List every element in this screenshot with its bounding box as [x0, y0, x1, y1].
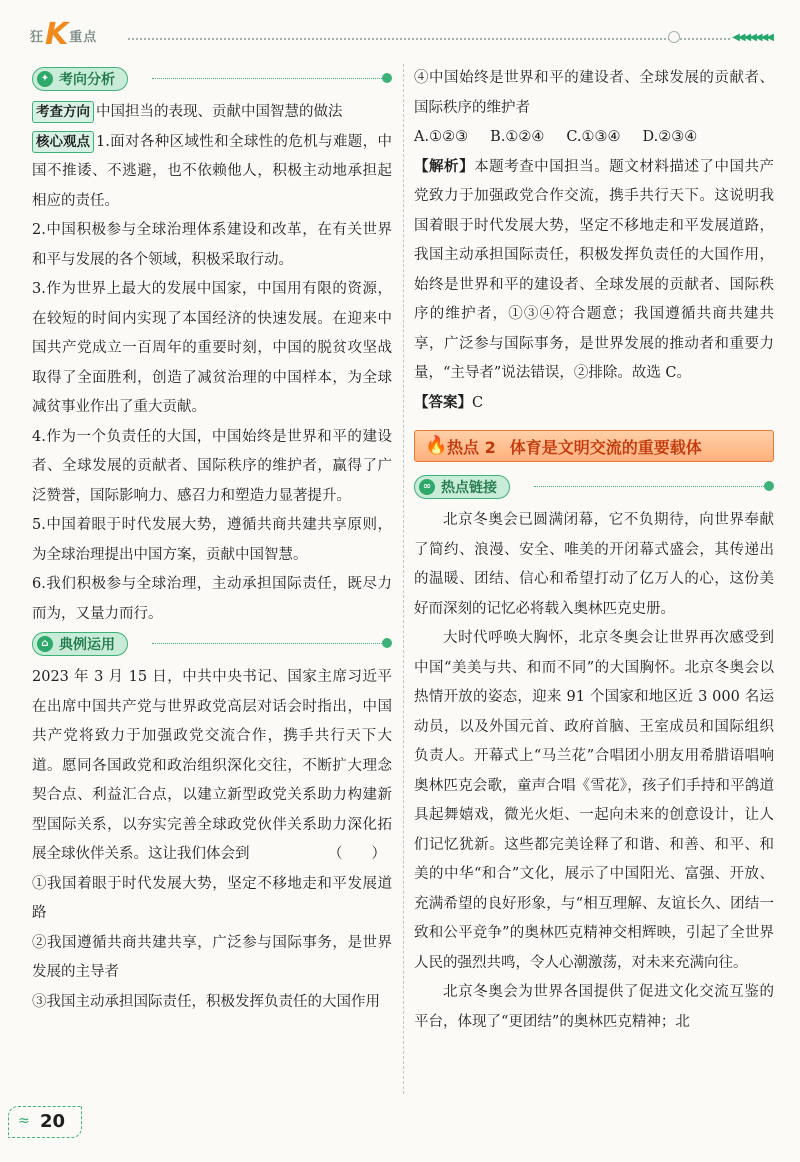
exam-direction: [32, 98, 392, 128]
option-c: C.①③④: [566, 129, 621, 145]
section-link-title: 热点链接: [441, 480, 497, 496]
home-icon: ⌂: [37, 636, 53, 652]
section-analysis-header: [32, 66, 392, 92]
article-paragraph: 北京冬奥会为世界各国提供了促进文化交流互鉴的平台，体现了“更团结”的奥林匹克精神；北: [414, 984, 774, 1030]
option-a: A.①②③: [414, 129, 469, 145]
choice-2: ②我国遵循共商共建共享，广泛参与国际事务，是世界发展的主导者: [32, 934, 392, 980]
page-footer: [8, 1106, 88, 1140]
section-example-header: [32, 631, 392, 657]
core-view-point: 4.作为一个负责任的大国，中国始终是世界和平的建设者、全球发展的贡献者、国际秩序的维护者，赢得了广泛赞誉，国际影响力、感召力和塑造力显著提升。: [32, 428, 392, 504]
analysis-text: 本题考查中国担当。题文材料描述了中国共产党致力于加强政党合作交流，携手共行天下。这说明我国着眼于时代发展大势，坚定不移地走和平发展道路，我国主动承担国际责任，积极发挥负责任的大国作用，始终是世界和平的建设者、全球发展的贡献者、国际秩序的维护者，①③④符合题意；我国遵循共商共建共享，广泛参与国际事务，是世界发展的推动者和重要力量，“主导者”说法错误，②排除。故选 C。: [414, 158, 775, 381]
section-line: [152, 643, 384, 644]
article-paragraph: 北京冬奥会已圆满闭幕，它不负期待，向世界奉献了简约、浪漫、安全、唯美的开闭幕式盛会，其传递出的温暖、团结、信心和希望打动了亿万人的心，这份美好而深刻的记忆必将载入奥林匹克史册。: [414, 512, 774, 617]
section-example-tag: [32, 632, 128, 656]
section-line: [152, 78, 384, 79]
header-dotted-line: [128, 38, 730, 40]
link-icon: ∞: [419, 479, 435, 495]
core-view-point-1: [32, 128, 392, 217]
choice-3: ③我国主动承担国际责任，积极发挥负责任的大国作用: [32, 993, 380, 1010]
choice-1: ①我国着眼于时代发展大势，坚定不移地走和平发展道路: [32, 875, 392, 921]
core-view-label: 核心观点: [32, 131, 94, 153]
squiggle-icon: ≈: [18, 1113, 30, 1129]
core-view-point: 5.中国着眼于时代发展大势，遵循共商共建共享原则，为全球治理提出中国方案，贡献中国智慧。: [32, 517, 392, 563]
section-analysis-title: 考向分析: [59, 72, 115, 88]
section-link-tag: [414, 475, 510, 499]
section-example-title: 典例运用: [59, 637, 115, 653]
header-circle: [668, 31, 680, 43]
brand-left-text: 狂: [30, 29, 45, 45]
answer-value: C: [472, 394, 484, 411]
brand-logo: [30, 17, 98, 52]
section-end-dot: [382, 638, 392, 648]
article-paragraph: 大时代呼唤大胸怀，北京冬奥会让世界再次感受到中国“美美与共、和而不同”的大国胸怀。北京冬奥会以热情开放的姿态，迎来 91 个国家和地区近 3 000 名运动员，以及外国元首、政府首脑、王室成员和国际组织负责人。开幕式上“马兰花”合唱团小朋友用希腊语唱响奥林匹克会歌，童声合唱《雪花》，孩子们手持和平鸽道具起舞嬉戏，微光火炬、一起向未来的创意设计，让人们记忆犹新。这些都完美诠释了和谐、和善、和平、和美的中华“和合”文化，展示了中国阳光、富强、开放、充满希望的良好形象，与“相互理解、友谊长久、团结一致和公平竞争”的奥林匹克精神交相辉映，引起了全世界人民的强烈共鸣，令人心潮激荡，对未来充满向往。: [414, 630, 774, 971]
choice-4: ④中国始终是世界和平的建设者、全球发展的贡献者、国际秩序的维护者: [414, 70, 774, 116]
section-link-header: [414, 474, 774, 500]
brand-k: K: [45, 17, 69, 52]
section-line: [534, 486, 766, 487]
page-number: 20: [40, 1111, 66, 1132]
page-header: [0, 0, 800, 60]
core-view-point: 2.中国积极参与全球治理体系建设和改革，在有关世界和平与发展的各个领域，积极采取行动。: [32, 222, 392, 268]
hot-topic-number: 热点 2: [447, 437, 496, 457]
flame-icon: 🔥: [425, 435, 448, 456]
column-divider: [403, 64, 404, 1094]
right-column: [414, 64, 774, 1037]
exam-direction-text: 中国担当的表现、贡献中国智慧的做法: [96, 104, 343, 120]
analysis-label: 【解析】: [414, 158, 475, 175]
arrows-icon: ◀◀◀◀◀◀◀: [732, 32, 772, 43]
compass-icon: ✦: [37, 71, 53, 87]
exam-direction-label: 考查方向: [32, 101, 94, 123]
question-text: 2023 年 3 月 15 日，中共中央书记、国家主席习近平在出席中国共产党与世界政党高层对话会时指出，中国共产党将致力于加强政党交流合作，携手共行天下大道。愿同各国政党和政治组织深化交往，不断扩大理念契合点、利益汇合点，以建立新型政党关系助力构建新型国际关系，以夯实完善全球政党伙伴关系助力深化拓展全球伙伴关系。这让我们体会到: [32, 669, 392, 862]
answer-options: [414, 123, 774, 153]
hot-topic-title: 体育是文明交流的重要载体: [509, 437, 702, 457]
left-column: [32, 64, 392, 1017]
section-end-dot: [764, 481, 774, 491]
answer-paren: （ ）: [328, 846, 386, 862]
hot-topic-banner: [414, 430, 774, 462]
core-view-point: 6.我们积极参与全球治理，主动承担国际责任，既尽力而为，又量力而行。: [32, 576, 392, 622]
answer: [414, 389, 774, 419]
point-text: 1.面对各种区域性和全球性的危机与难题，中国不推诿、不逃避，也不依赖他人，积极主动地承担起相应的责任。: [32, 133, 392, 209]
analysis: [414, 153, 774, 389]
option-d: D.②③④: [642, 129, 698, 145]
answer-label: 【答案】: [414, 394, 472, 411]
section-analysis-tag: [32, 67, 128, 91]
core-view-point: 3.作为世界上最大的发展中国家，中国用有限的资源，在较短的时间内实现了本国经济的快速发展。在迎来中国共产党成立一百周年的重要时刻，中国的脱贫攻坚战取得了全面胜利，创造了减贫治理的中国样本，为全球减贫事业作出了重大贡献。: [32, 281, 392, 415]
question-stem: [32, 663, 392, 870]
section-end-dot: [382, 73, 392, 83]
brand-right-text: 重点: [69, 29, 98, 45]
option-b: B.①②④: [490, 129, 545, 145]
